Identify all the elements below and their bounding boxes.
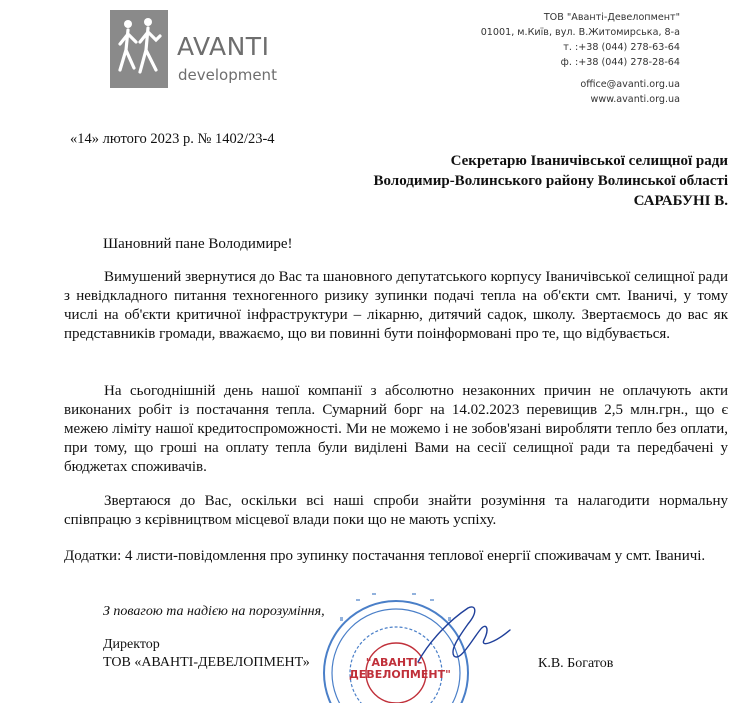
company-email: office@avanti.org.ua xyxy=(580,79,680,90)
company-address: 01001, м.Київ, вул. В.Житомирська, 8-а xyxy=(480,27,680,38)
signatory-name: К.В. Богатов xyxy=(538,656,614,671)
letter-date-number: «14» лютого 2023 р. № 1402/23-4 xyxy=(70,131,275,147)
recipient-line-1: Секретарю Іваничівської селищної ради xyxy=(450,153,728,169)
stamp-line-1: "АВАНТІ- xyxy=(365,656,423,669)
signatory-company: ТОВ «АВАНТІ-ДЕВЕЛОПМЕНТ» xyxy=(103,655,310,670)
company-fax: ф. :+38 (044) 278-28-64 xyxy=(560,57,680,68)
logo-wordmark: AVANTI xyxy=(177,32,270,61)
paragraph-2: На сьогоднішній день нашої компанії з абсолютно незаконних причин не оплачують акти виконаних робіт із постачання тепла. Сумарний борг на 14.02.2023 перевищив 2,5 млн.грн., що є межею ліміту нашої кредитоспроможності. Ми не можемо і не зобов'язані виробляти тепло без оплати, при тому, що гроші на оплату тепла були виділені Вами на сесії селищної ради та передбачені у бюджетах споживачів. xyxy=(64,383,728,475)
recipient-line-3: САРАБУНІ В. xyxy=(633,193,728,209)
closing-phrase: З повагою та надією на порозуміння, xyxy=(103,604,325,619)
signatory-title: Директор xyxy=(103,637,160,652)
logo-subtitle: development xyxy=(178,66,277,84)
paragraph-1: Вимушений звернутися до Вас та шановного депутатського корпусу Іваничівської селищної ради з невідкладного питання техногенного ризику зупинки подачі тепла на об'єкти смт. Іваничі, у тому числі на об'єкти критичної інфраструктури – лікарню, дитячий садок, школу. Звертаємось до вас як представників громади, вважаємо, що ви повинні бути поінформовані про те, що відбувається. xyxy=(64,269,728,342)
company-website: www.avanti.org.ua xyxy=(590,94,680,105)
recipient-block xyxy=(373,151,728,211)
recipient-line-2: Володимир-Волинського району Волинської області xyxy=(373,173,728,189)
company-contact-block xyxy=(481,10,680,107)
salutation: Шановний пане Володимире! xyxy=(103,236,293,252)
handwritten-signature xyxy=(410,600,530,670)
paragraph-attachments: Додатки: 4 листи-повідомлення про зупинку постачання теплової енергії споживачам у смт. Іваничі. xyxy=(64,548,706,564)
company-phone: т. :+38 (044) 278-63-64 xyxy=(563,42,680,53)
stamp-line-2: ДЕВЕЛОПМЕНТ" xyxy=(349,668,451,681)
company-name: ТОВ "Аванті-Девелопмент" xyxy=(543,12,680,23)
paragraph-3: Звертаюся до Вас, оскільки всі наші спроби знайти розуміння та налагодити нормальну співпрацю з кєрівництвом місцевої влади поки що не мають успіху. xyxy=(64,493,728,528)
